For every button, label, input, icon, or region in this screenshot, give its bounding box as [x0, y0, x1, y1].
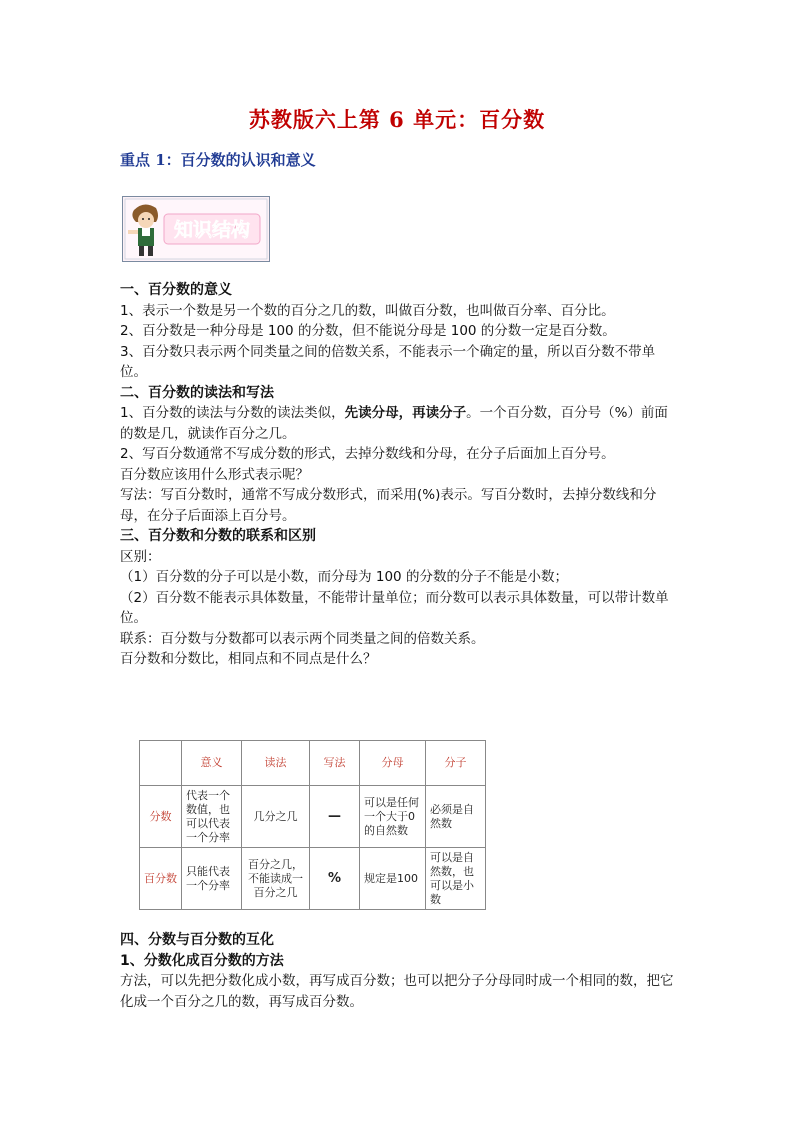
page-subtitle: 重点 1：百分数的认识和意义	[120, 151, 316, 169]
table-cell: 百分之几，不能读成一百分之几	[242, 848, 310, 910]
table-header-cell: 意义	[182, 741, 242, 786]
table-row	[140, 786, 486, 848]
paragraph: 写法：写百分数时，通常不写成分数形式，而采用(%)表示。写百分数时，去掉分数线和分母，在分子后面添上百分号。	[120, 487, 657, 524]
sub-heading: 1、分数化成百分数的方法	[120, 952, 284, 969]
paragraph: （1）百分数的分子可以是小数，而分母为 100 的分数的分子不能是小数；	[120, 569, 568, 585]
paragraph: 2、百分数是一种分母是 100 的分数，但不能说分母是 100 的分数一定是百分数。	[120, 323, 616, 339]
paragraph: 联系：百分数与分数都可以表示两个同类量之间的倍数关系。	[120, 630, 485, 647]
table-header-row	[140, 741, 486, 786]
table-cell: 可以是任何一个大于0的自然数	[360, 786, 426, 848]
paragraph: （2）百分数不能表示具体数量，不能带计量单位；而分数可以表示具体数量，可以带计数单位。	[120, 589, 669, 626]
paragraph: 方法，可以先把分数化成小数，再写成百分数；也可以把分子分母同时成一个相同的数，把它化成一个百分之几的数，再写成百分数。	[120, 973, 674, 1010]
section-heading: 一、百分数的意义	[120, 282, 232, 298]
table-header-cell: 读法	[242, 741, 310, 786]
section-heading: 四、分数与百分数的互化	[120, 932, 274, 948]
table-cell: %	[310, 848, 360, 910]
table-cell: 必须是自然数	[426, 786, 486, 848]
paragraph: 百分数和分数比，相同点和不同点是什么？	[120, 651, 377, 667]
paragraph: 1、百分数的读法与分数的读法类似，先读分母，再读分子。一个百分数，百分号（%）前面的数是几，就读作百分之几。	[120, 405, 668, 442]
knowledge-structure-banner	[122, 196, 270, 262]
table-row-header: 百分数	[140, 848, 182, 910]
table-header-cell: 分母	[360, 741, 426, 786]
banner-text: 知识结构	[173, 219, 251, 241]
paragraph: 3、百分数只表示两个同类量之间的倍数关系，不能表示一个确定的量，所以百分数不带单位。	[120, 343, 656, 380]
table-header-cell: 写法	[310, 741, 360, 786]
section-heading: 三、百分数和分数的联系和区别	[120, 528, 316, 544]
table-cell: 几分之几	[242, 786, 310, 848]
table-cell: —	[310, 786, 360, 848]
bold-text: 先读分母，再读分子	[344, 405, 467, 421]
table-row-header: 分数	[140, 786, 182, 848]
main-content	[120, 280, 678, 670]
page-title: 苏教版六上第 6 单元：百分数	[248, 107, 546, 132]
table-header-cell	[140, 741, 182, 786]
comparison-table	[139, 740, 486, 910]
paragraph: 区别：	[120, 548, 161, 565]
paragraph: 百分数应该用什么形式表示呢？	[120, 466, 309, 483]
paragraph: 1、表示一个数是另一个数的百分之几的数，叫做百分数，也叫做百分率、百分比。	[120, 302, 615, 319]
table-header-cell: 分子	[426, 741, 486, 786]
table-cell: 只能代表一个分率	[182, 848, 242, 910]
conversion-section	[120, 930, 678, 1012]
table-row	[140, 848, 486, 910]
table-cell: 规定是100	[360, 848, 426, 910]
table-cell: 可以是自然数，也可以是小数	[426, 848, 486, 910]
table-cell: 代表一个数值，也可以代表一个分率	[182, 786, 242, 848]
section-heading: 二、百分数的读法和写法	[120, 384, 274, 401]
paragraph: 2、写百分数通常不写成分数的形式，去掉分数线和分母，在分子后面加上百分号。	[120, 446, 615, 462]
